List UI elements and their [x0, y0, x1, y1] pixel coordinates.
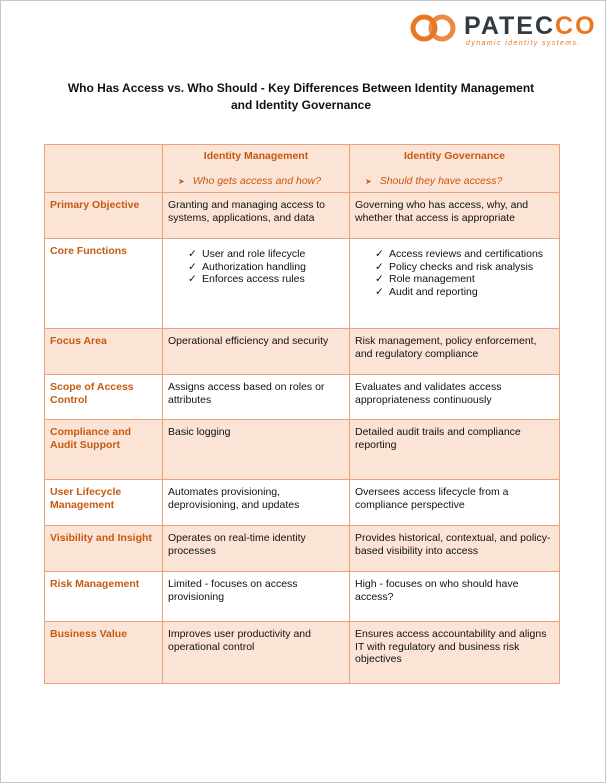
arrow-bullet-icon: ➤: [178, 176, 185, 186]
ig-cell: Detailed audit trails and compliance reporting: [350, 420, 560, 480]
im-cell: Assigns access based on roles or attributes: [163, 375, 350, 420]
checkmark-icon: ✓: [188, 273, 197, 285]
row-label: Scope of Access Control: [45, 375, 163, 420]
row-label: Core Functions: [45, 239, 163, 329]
im-cell: Improves user productivity and operational control: [163, 622, 350, 684]
table-row: [45, 480, 560, 526]
header-identity-management: Identity Management ➤ Who gets access and how?: [163, 145, 350, 193]
checkmark-icon: ✓: [375, 285, 384, 298]
list-item: ✓ Policy checks and risk analysis: [375, 260, 534, 273]
im-cell: Limited - focuses on access provisioning: [163, 572, 350, 622]
ig-cell: Evaluates and validates access appropriateness continuously: [350, 375, 560, 420]
row-label: Primary Objective: [45, 193, 163, 239]
im-function-list: [168, 248, 344, 286]
header-empty-cell: [45, 145, 163, 193]
header-identity-governance: Identity Governance ➤ Should they have access?: [350, 145, 560, 193]
list-item: ✓ Authorization handling: [188, 260, 306, 273]
patecco-logo: [410, 10, 600, 46]
list-item: ✓ Audit and reporting: [375, 285, 478, 298]
im-cell: Granting and managing access to systems, applications, and data: [163, 193, 350, 239]
row-label: Compliance and Audit Support: [45, 420, 163, 480]
ig-cell: Oversees access lifecycle from a compliance perspective: [350, 480, 560, 526]
row-label: User Lifecycle Management: [45, 480, 163, 526]
document-title: [44, 80, 558, 114]
list-item: ✓ Enforces access rules: [188, 273, 305, 285]
ig-cell: Ensures access accountability and aligns IT with regulatory and business risk objectives: [350, 622, 560, 684]
im-cell: Automates provisioning, deprovisioning, and updates: [163, 480, 350, 526]
im-cell: Basic logging: [163, 420, 350, 480]
table-row: [45, 239, 560, 329]
list-item: ✓ Role management: [375, 273, 475, 285]
im-cell: Operates on real-time identity processes: [163, 526, 350, 572]
ig-cell: Risk management, policy enforcement, and regulatory compliance: [350, 329, 560, 375]
row-label: Risk Management: [45, 572, 163, 622]
checkmark-icon: ✓: [375, 260, 384, 273]
list-item: ✓ Access reviews and certifications: [375, 248, 544, 260]
ig-cell: [350, 239, 560, 329]
checkmark-icon: ✓: [375, 248, 384, 260]
table-row: [45, 420, 560, 480]
ig-function-list: [355, 248, 554, 298]
table-row: [45, 526, 560, 572]
ig-cell: Governing who has access, why, and whether that access is appropriate: [350, 193, 560, 239]
row-label: Focus Area: [45, 329, 163, 375]
title-line-2: and Identity Governance: [230, 98, 372, 112]
table-row: [45, 329, 560, 375]
table-row: [45, 193, 560, 239]
ig-cell: High - focuses on who should have access?: [350, 572, 560, 622]
row-label: Business Value: [45, 622, 163, 684]
table-row: [45, 375, 560, 420]
comparison-table: [44, 144, 560, 684]
table-row: [45, 622, 560, 684]
title-line-1: Who Has Access vs. Who Should - Key Differences Between Identity Management: [67, 81, 535, 95]
ig-cell: Provides historical, contextual, and policy-based visibility into access: [350, 526, 560, 572]
checkmark-icon: ✓: [375, 273, 384, 285]
im-cell: Operational efficiency and security: [163, 329, 350, 375]
arrow-bullet-icon: ➤: [365, 176, 372, 186]
list-item: ✓ User and role lifecycle: [188, 248, 306, 260]
table-header-row: [45, 145, 560, 193]
logo-wordmark: PATECCO: [464, 12, 597, 40]
im-cell: [163, 239, 350, 329]
checkmark-icon: ✓: [188, 260, 197, 273]
logo-rings-icon: [410, 13, 460, 43]
row-label: Visibility and Insight: [45, 526, 163, 572]
logo-tagline: dynamic identity systems.: [466, 40, 581, 47]
checkmark-icon: ✓: [188, 248, 197, 260]
table-row: [45, 572, 560, 622]
